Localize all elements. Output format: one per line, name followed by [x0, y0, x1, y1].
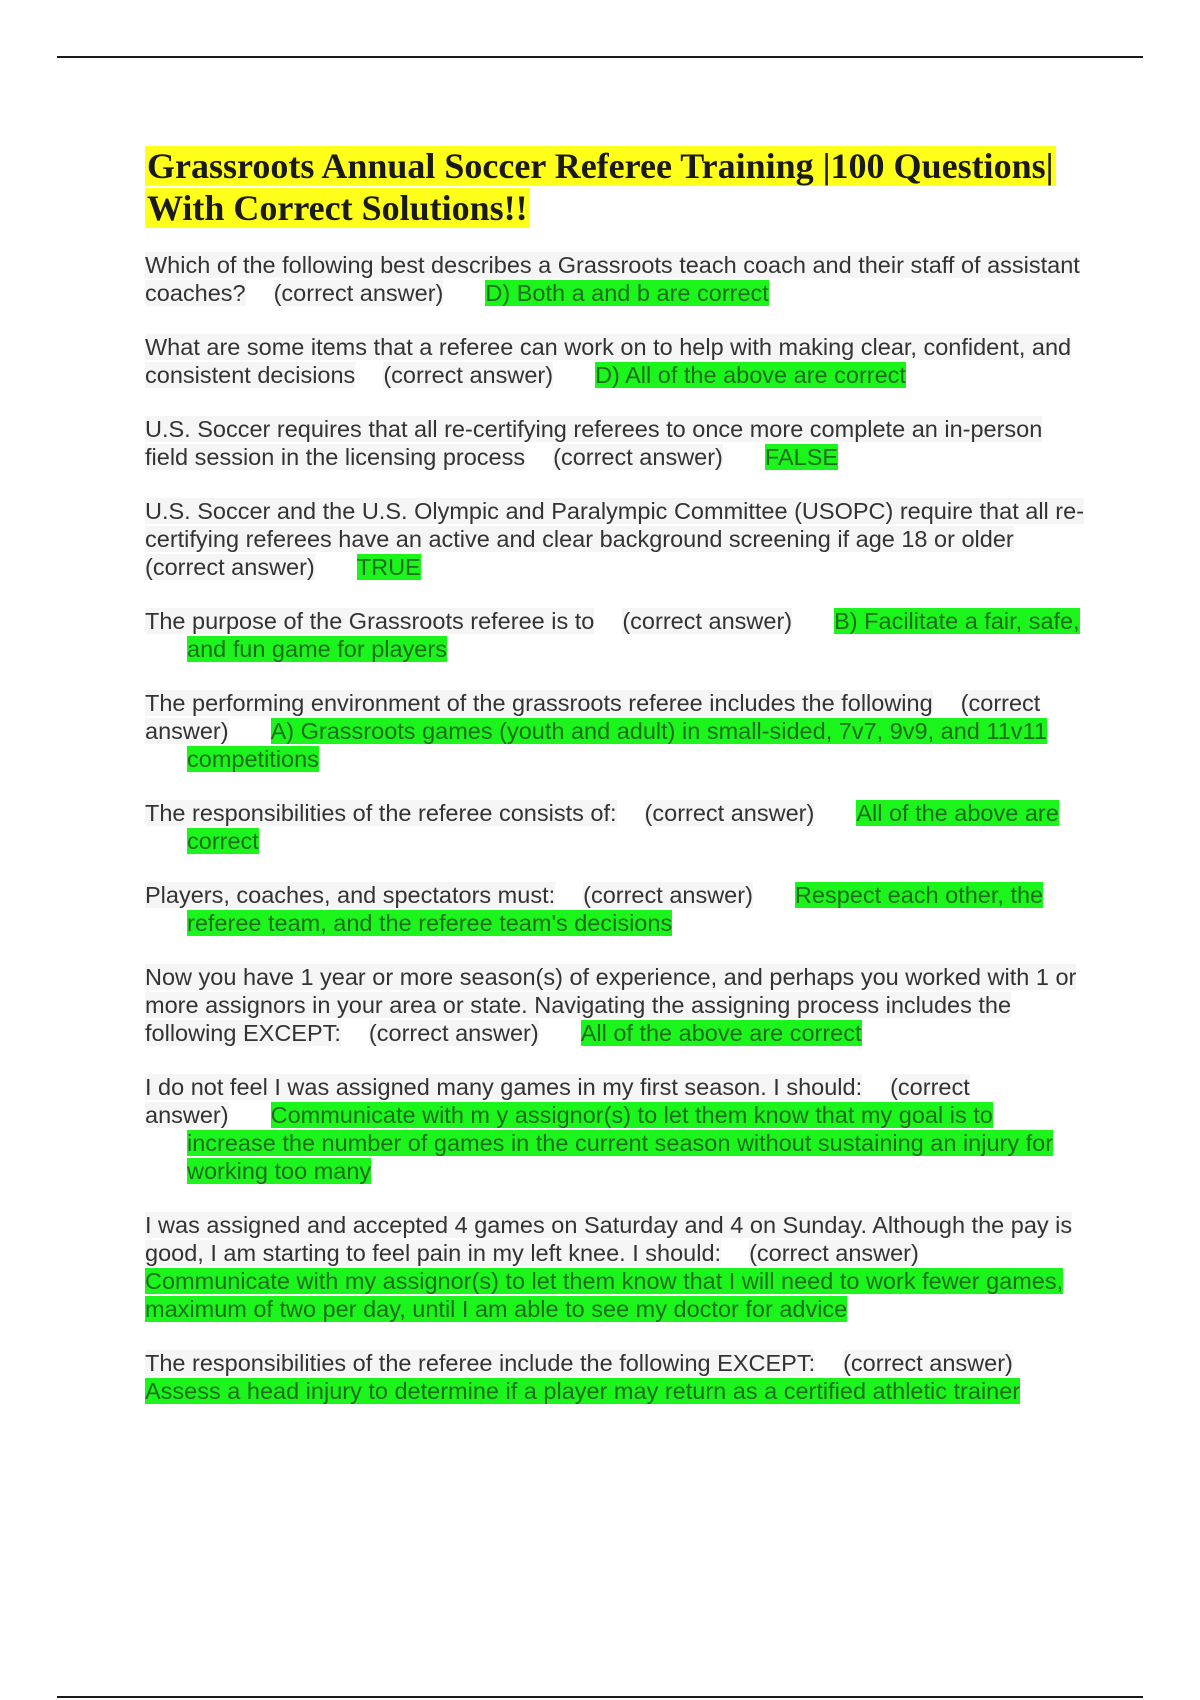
question-text: What are some items that a referee can work on to help with making clear, confident, and consistent decisions [145, 334, 1072, 388]
answer-highlight: Communicate with m y assignor(s) to let them know that my goal is to increase the number of games in the current season without sustaining an injury for working too many [187, 1102, 1054, 1184]
answer-highlight: Respect each other, the referee team, and the referee team's decisions [187, 882, 1044, 936]
answer-highlight: A) Grassroots games (youth and adult) in small-sided, 7v7, 9v9, and 11v11 competitions [187, 718, 1047, 772]
qa-item-6 [145, 689, 1085, 773]
qa-item-11 [145, 1211, 1085, 1323]
correct-answer-tag: (correct answer) [273, 280, 444, 306]
document-title [145, 145, 1085, 229]
answer-highlight: All of the above are correct [187, 800, 1059, 854]
question-text: I do not feel I was assigned many games in my first season. I should: [145, 1074, 863, 1100]
qa-item-3 [145, 415, 1085, 471]
correct-answer-tag: (correct answer) [145, 1074, 970, 1128]
question-text: I was assigned and accepted 4 games on Saturday and 4 on Sunday. Although the pay is good, I am starting to feel pain in my left knee. I should: [145, 1212, 1073, 1266]
document-title-text: Grassroots Annual Soccer Referee Training |100 Questions| With Correct Solutions!! [147, 146, 1054, 228]
question-text: Players, coaches, and spectators must: [145, 882, 556, 908]
qa-item-9 [145, 963, 1085, 1047]
answer-highlight: Assess a head injury to determine if a player may return as a certified athletic trainer [145, 1378, 1021, 1404]
question-text: The responsibilities of the referee include the following EXCEPT: [145, 1350, 816, 1376]
answer-highlight: All of the above are correct [580, 1020, 862, 1046]
qa-item-10 [145, 1073, 1085, 1185]
question-text: U.S. Soccer requires that all re-certifying referees to once more complete an in-person field session in the licensing process [145, 416, 1043, 470]
answer-highlight: Communicate with my assignor(s) to let them know that I will need to work fewer games, maximum of two per day, until I am able to see my doctor for advice [145, 1268, 1064, 1322]
correct-answer-tag: (correct answer) [145, 690, 1041, 744]
footer-rule [57, 1696, 1143, 1698]
question-text: The performing environment of the grassroots referee includes the following [145, 690, 933, 716]
qa-item-7 [145, 799, 1085, 855]
answer-highlight: D) All of the above are correct [595, 362, 906, 388]
answer-highlight: FALSE [764, 444, 839, 470]
qa-item-4 [145, 497, 1085, 581]
correct-answer-tag: (correct answer) [368, 1020, 539, 1046]
correct-answer-tag: (correct answer) [383, 362, 554, 388]
qa-item-5 [145, 607, 1085, 663]
qa-item-8 [145, 881, 1085, 937]
question-text: Which of the following best describes a Grassroots teach coach and their staff of assistant coaches? [145, 252, 1080, 306]
answer-highlight: TRUE [356, 554, 421, 580]
question-text: U.S. Soccer and the U.S. Olympic and Paralympic Committee (USOPC) require that all re-certifying referees have an active and clear background screening if age 18 or older [145, 498, 1085, 552]
correct-answer-tag: (correct answer) [622, 608, 793, 634]
correct-answer-tag: (correct answer) [749, 1240, 919, 1266]
correct-answer-tag: (correct answer) [644, 800, 815, 826]
correct-answer-tag: (correct answer) [843, 1350, 1013, 1376]
correct-answer-tag: (correct answer) [145, 554, 315, 580]
document-body [145, 145, 1085, 1431]
qa-item-1 [145, 251, 1085, 307]
question-text: The responsibilities of the referee consists of: [145, 800, 617, 826]
answer-highlight: B) Facilitate a fair, safe, and fun game for players [187, 608, 1080, 662]
question-text: The purpose of the Grassroots referee is to [145, 608, 595, 634]
question-text: Now you have 1 year or more season(s) of experience, and perhaps you worked with 1 or more assignors in your area or state. Navigating the assigning process includes the following EXCEPT: [145, 964, 1077, 1046]
answer-highlight: D) Both a and b are correct [485, 280, 769, 306]
correct-answer-tag: (correct answer) [583, 882, 753, 908]
header-rule [57, 56, 1143, 58]
qa-item-12 [145, 1349, 1085, 1405]
qa-item-2 [145, 333, 1085, 389]
correct-answer-tag: (correct answer) [553, 444, 723, 470]
